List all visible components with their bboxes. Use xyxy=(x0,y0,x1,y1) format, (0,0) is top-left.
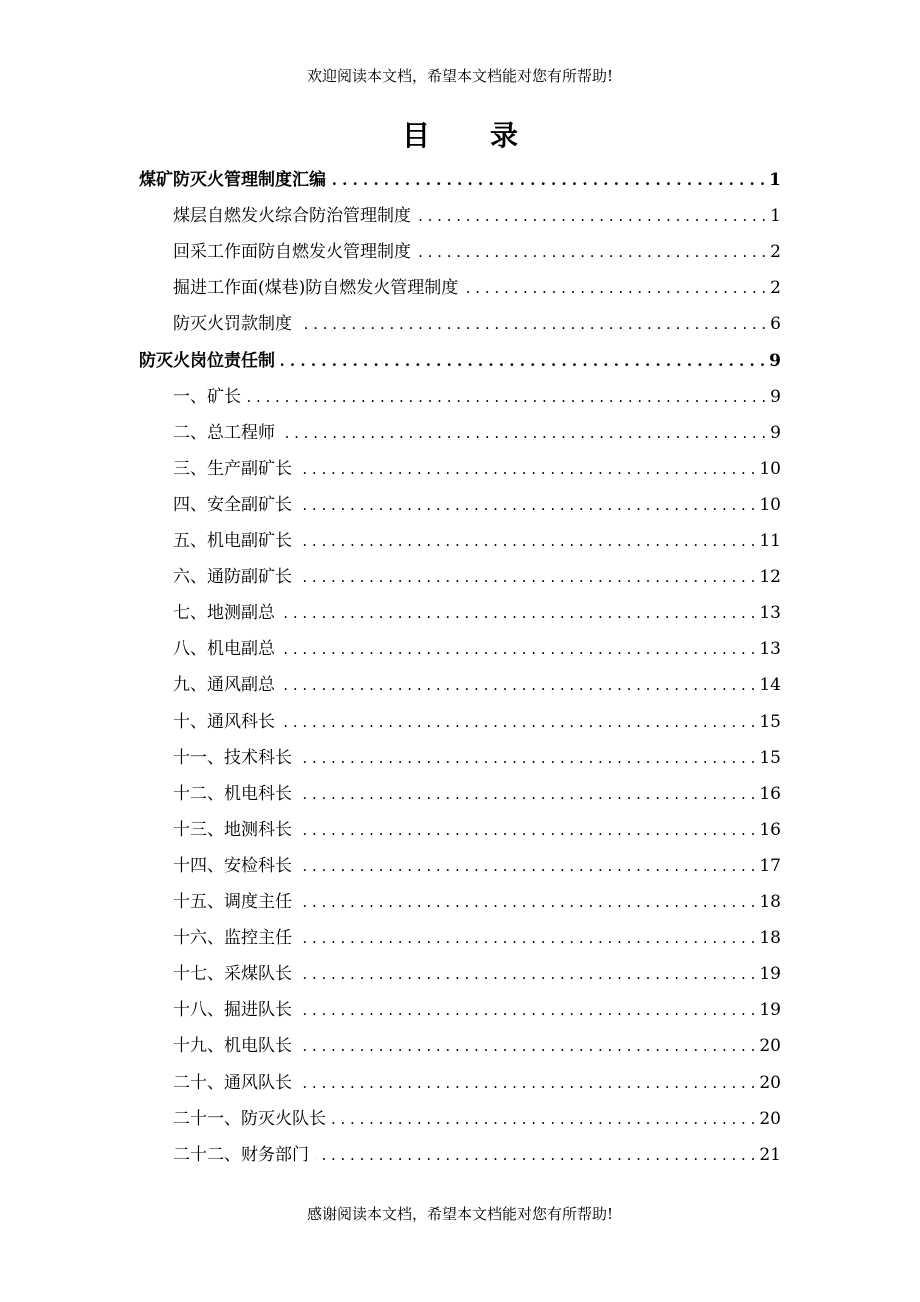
toc-page-number: 1 xyxy=(769,170,781,190)
toc-entry-label: 四、安全副矿长 xyxy=(173,494,292,515)
toc-page-number: 14 xyxy=(759,675,781,696)
toc-entry[interactable] xyxy=(173,812,781,848)
toc-entry-label: 回采工作面防自燃发火管理制度 xyxy=(173,242,411,263)
toc-dot-leader xyxy=(281,667,755,703)
toc-entry[interactable] xyxy=(173,306,781,342)
toc-dot-leader xyxy=(332,162,765,198)
page-footer-note: 感谢阅读本文档，希望本文档能对您有所帮助! xyxy=(306,1205,614,1223)
toc-dot-leader xyxy=(315,1137,755,1173)
toc-page-number: 17 xyxy=(759,855,781,876)
toc-dot-leader xyxy=(298,487,755,523)
toc-entry-label: 十一、技术科长 xyxy=(173,747,292,768)
toc-entry-label: 十五、调度主任 xyxy=(173,892,292,912)
toc-page-number: 9 xyxy=(769,350,781,371)
toc-entry-label: 十八、掘进队长 xyxy=(173,1000,292,1021)
toc-entry[interactable] xyxy=(173,776,781,812)
toc-dot-leader xyxy=(298,559,755,595)
toc-page-number: 11 xyxy=(759,531,781,551)
toc-page-number: 9 xyxy=(770,422,781,443)
toc-page-number: 16 xyxy=(759,783,781,804)
toc-page-number: 10 xyxy=(759,494,781,515)
toc-entry-label: 煤矿防灭火管理制度汇编 xyxy=(139,170,326,190)
toc-dot-leader xyxy=(281,343,765,379)
toc-dot-leader xyxy=(298,776,755,812)
toc-dot-leader xyxy=(298,740,755,776)
toc-dot-leader xyxy=(298,1028,755,1064)
toc-entry-label: 七、地测副总 xyxy=(173,603,275,624)
toc-page-number: 20 xyxy=(759,1072,781,1093)
toc-dot-leader xyxy=(464,270,766,306)
toc-dot-leader xyxy=(247,379,766,415)
toc-entry[interactable] xyxy=(173,920,781,956)
toc-page-number: 20 xyxy=(759,1036,781,1057)
toc-dot-leader xyxy=(332,1101,755,1137)
toc-entry[interactable] xyxy=(173,992,781,1028)
toc-page-number: 18 xyxy=(759,928,781,949)
toc-entry-label: 二十、通风队长 xyxy=(173,1072,292,1093)
toc-dot-leader xyxy=(298,451,755,487)
toc-entry-label: 二十一、防灭火队长 xyxy=(173,1108,326,1129)
toc-entry-label: 五、机电副矿长 xyxy=(173,531,292,551)
toc-page-number: 12 xyxy=(759,567,781,588)
toc-entry[interactable] xyxy=(173,956,781,992)
toc-entry-label: 一、矿长 xyxy=(173,386,241,407)
page-title: 目录 xyxy=(401,119,578,152)
toc-entry-label: 十九、机电队长 xyxy=(173,1036,292,1057)
toc-entry[interactable] xyxy=(173,704,781,740)
toc-dot-leader xyxy=(298,848,755,884)
toc-entry[interactable] xyxy=(173,487,781,523)
toc-entry[interactable] xyxy=(173,1028,781,1064)
toc-dot-leader xyxy=(298,523,755,559)
toc-page-number: 1 xyxy=(770,206,781,227)
toc-dot-leader xyxy=(417,198,766,234)
toc-page-number: 13 xyxy=(759,639,781,660)
toc-page-number: 10 xyxy=(759,458,781,479)
toc-dot-leader xyxy=(298,812,755,848)
toc-entry[interactable] xyxy=(173,379,781,415)
toc-dot-leader xyxy=(298,1065,755,1101)
toc-page-number: 20 xyxy=(759,1108,781,1129)
toc-section-entry[interactable] xyxy=(139,162,781,198)
toc-entry-label: 二十二、财务部门 xyxy=(173,1144,309,1165)
toc-page-number: 6 xyxy=(770,314,781,335)
toc-entry[interactable] xyxy=(173,1065,781,1101)
toc-entry-label: 八、机电副总 xyxy=(173,639,275,660)
toc-dot-leader xyxy=(281,415,766,451)
toc-entry[interactable] xyxy=(173,559,781,595)
toc-entry[interactable] xyxy=(173,234,781,270)
toc-entry-label: 三、生产副矿长 xyxy=(173,458,292,479)
toc-entry[interactable] xyxy=(173,1137,781,1173)
toc-entry-label: 十四、安检科长 xyxy=(173,855,292,876)
toc-entry[interactable] xyxy=(173,523,781,559)
toc-dot-leader xyxy=(281,704,755,740)
toc-entry-label: 十六、监控主任 xyxy=(173,928,292,949)
toc-page-number: 16 xyxy=(759,819,781,840)
toc-entry-label: 防灭火罚款制度 xyxy=(173,314,292,335)
toc-dot-leader xyxy=(298,920,755,956)
toc-entry[interactable] xyxy=(173,270,781,306)
toc-dot-leader xyxy=(298,884,755,920)
toc-entry[interactable] xyxy=(173,198,781,234)
toc-entry[interactable] xyxy=(173,451,781,487)
toc-dot-leader xyxy=(417,234,766,270)
toc-entry[interactable] xyxy=(173,631,781,667)
toc-entry-label: 十三、地测科长 xyxy=(173,819,292,840)
toc-entry-label: 防灭火岗位责任制 xyxy=(139,350,275,371)
toc-page-number: 15 xyxy=(759,711,781,732)
toc-entry-label: 十、通风科长 xyxy=(173,711,275,732)
toc-entry[interactable] xyxy=(173,848,781,884)
toc-page-number: 21 xyxy=(759,1144,781,1165)
toc-entry[interactable] xyxy=(173,884,781,920)
toc-page-number: 9 xyxy=(770,386,781,407)
toc-section-entry[interactable] xyxy=(139,343,781,379)
toc-dot-leader xyxy=(281,631,755,667)
toc-entry-label: 二、总工程师 xyxy=(173,422,275,443)
toc-dot-leader xyxy=(298,992,755,1028)
toc-dot-leader xyxy=(281,595,755,631)
toc-entry-label: 十二、机电科长 xyxy=(173,783,292,804)
toc-page-number: 2 xyxy=(770,278,781,299)
toc-page-number: 19 xyxy=(759,1000,781,1021)
toc-entry-label: 掘进工作面(煤巷)防自燃发火管理制度 xyxy=(173,278,459,299)
toc-page-number: 18 xyxy=(759,892,781,912)
toc-entry[interactable] xyxy=(173,1101,781,1137)
page-header-note: 欢迎阅读本文档，希望本文档能对您有所帮助! xyxy=(306,67,614,85)
toc-dot-leader xyxy=(298,956,755,992)
toc-entry[interactable] xyxy=(173,667,781,703)
toc-entry-label: 六、通防副矿长 xyxy=(173,567,292,588)
toc-page-number: 13 xyxy=(759,603,781,624)
toc-entry[interactable] xyxy=(173,415,781,451)
toc-entry-label: 煤层自燃发火综合防治管理制度 xyxy=(173,206,411,227)
toc-entry-label: 十七、采煤队长 xyxy=(173,964,292,985)
toc-entry[interactable] xyxy=(173,595,781,631)
toc-page-number: 19 xyxy=(759,964,781,985)
toc-entry-label: 九、通风副总 xyxy=(173,675,275,696)
toc-entry[interactable] xyxy=(173,740,781,776)
toc-page-number: 2 xyxy=(770,242,781,263)
toc-dot-leader xyxy=(298,306,766,342)
toc-page-number: 15 xyxy=(759,747,781,768)
